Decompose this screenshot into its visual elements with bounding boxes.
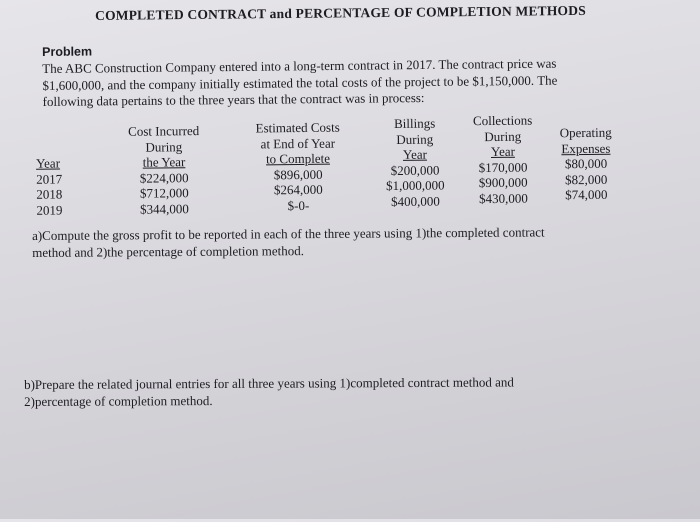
problem-line: $1,600,000, and the company initially estimated the total costs of the project to be $1,150,000. The	[42, 72, 558, 93]
column-header: Collections	[472, 112, 533, 129]
column-year	[36, 155, 63, 217]
column-header: Expenses	[561, 140, 611, 156]
column-collections	[462, 112, 545, 206]
page-title: COMPLETED CONTRACT and PERCENTAGE OF COMPLETION METHODS	[95, 2, 586, 23]
column-header: Estimated Costs	[255, 119, 340, 136]
table-cell: $344,000	[140, 200, 189, 217]
table-cell: $264,000	[273, 181, 323, 198]
table-cell: $200,000	[390, 162, 440, 178]
table-cell: $224,000	[139, 169, 189, 186]
table-cell: $170,000	[478, 159, 528, 175]
column-cost-incurred	[120, 123, 209, 217]
column-header: During	[145, 138, 183, 155]
column-operating-expenses	[548, 125, 625, 203]
question-b-line: 2)percentage of completion method.	[24, 392, 213, 409]
column-header: to Complete	[265, 150, 331, 167]
column-estimated-costs	[248, 119, 349, 213]
problem-label: Problem	[42, 44, 93, 59]
column-header: During	[484, 128, 522, 144]
question-a-line: method and 2)the percentage of completion method.	[32, 242, 305, 260]
column-header: Operating	[559, 124, 612, 141]
column-billings	[376, 115, 455, 209]
table-cell: 2017	[36, 170, 63, 187]
table-cell: 2018	[36, 186, 63, 202]
column-header: Year	[402, 146, 428, 162]
column-header: the Year	[142, 154, 186, 170]
table-cell: $712,000	[139, 185, 189, 201]
problem-line: The ABC Construction Company entered into a long-term contract in 2017. The contract price was	[42, 55, 557, 76]
problem-line: following data pertains to the three years that the contract was in process:	[42, 89, 425, 109]
column-header: During	[396, 131, 434, 147]
question-a-line: a)Compute the gross profit to be reported in each of the three years using 1)the completed contract	[32, 224, 545, 243]
table-cell: $82,000	[565, 171, 608, 187]
table-cell: $80,000	[564, 155, 608, 172]
column-header: Year	[490, 143, 515, 159]
column-header: Billings	[393, 115, 436, 132]
table-cell: $400,000	[390, 193, 440, 209]
question-b-line: b)Prepare the related journal entries for all three years using 1)completed contract method and	[24, 374, 514, 392]
table-cell: $1,000,000	[385, 177, 445, 194]
table-cell: $900,000	[478, 174, 528, 191]
column-header: Year	[35, 155, 61, 171]
table-cell: 2019	[36, 201, 63, 218]
table-cell: $896,000	[273, 166, 323, 182]
column-header: at End of Year	[260, 135, 336, 151]
question-a	[32, 224, 632, 261]
column-header: Cost Incurred	[128, 123, 200, 139]
question-b	[24, 374, 624, 410]
table-cell: $430,000	[478, 190, 528, 206]
table-cell: $-0-	[287, 197, 310, 213]
table-cell: $74,000	[565, 186, 608, 203]
